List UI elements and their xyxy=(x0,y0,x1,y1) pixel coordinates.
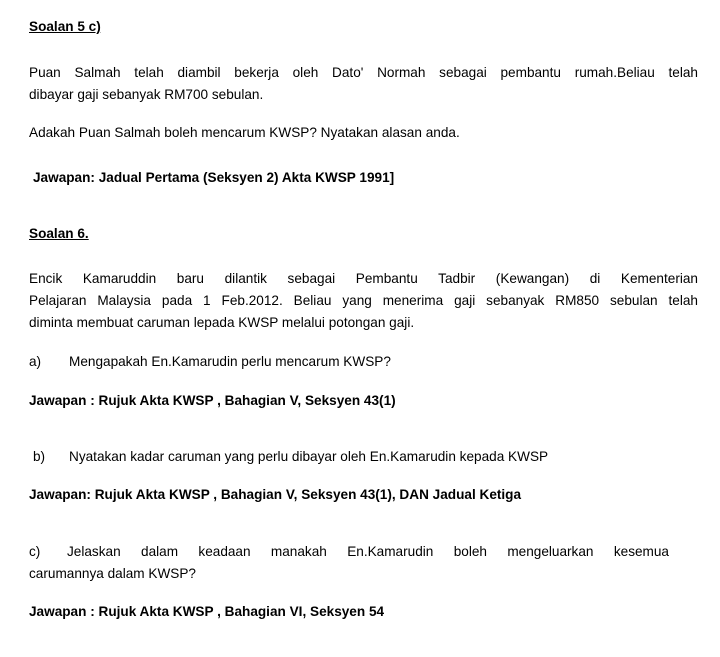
q6c-question-line-1: Jelaskan dalam keadaan manakah En.Kamarudin boleh mengeluarkan kesemua xyxy=(67,544,669,559)
q6-intro-line-2: Pelajaran Malaysia pada 1 Feb.2012. Beliau yang menerima gaji sebanyak RM850 sebulan telah xyxy=(29,293,698,308)
q6b-answer: Jawapan: Rujuk Akta KWSP , Bahagian V, Seksyen 43(1), DAN Jadual Ketiga xyxy=(29,487,522,502)
q5c-answer: Jawapan: Jadual Pertama (Seksyen 2) Akta KWSP 1991] xyxy=(33,170,395,185)
q5c-paragraph-line-1: Puan Salmah telah diambil bekerja oleh Dato' Normah sebagai pembantu rumah.Beliau telah xyxy=(29,65,698,80)
q6a-answer: Jawapan : Rujuk Akta KWSP , Bahagian V, Seksyen 43(1) xyxy=(29,393,396,408)
q6-heading: Soalan 6. xyxy=(29,226,89,241)
q6-intro-line-3: diminta membuat caruman lepada KWSP melalui potongan gaji. xyxy=(29,315,415,330)
q6c-question-line-2: carumannya dalam KWSP? xyxy=(29,566,196,581)
q5c-heading: Soalan 5 c) xyxy=(29,19,101,34)
q5c-paragraph-line-2: dibayar gaji sebanyak RM700 sebulan. xyxy=(29,87,264,102)
q6c-answer: Jawapan : Rujuk Akta KWSP , Bahagian VI, Seksyen 54 xyxy=(29,604,385,619)
q5c-question: Adakah Puan Salmah boleh mencarum KWSP? Nyatakan alasan anda. xyxy=(29,125,460,140)
q6b-label: b) xyxy=(33,449,46,464)
q6b-question: Nyatakan kadar caruman yang perlu dibayar oleh En.Kamarudin kepada KWSP xyxy=(69,449,549,464)
q6a-question: Mengapakah En.Kamarudin perlu mencarum KWSP? xyxy=(69,354,391,369)
q6a-label: a) xyxy=(29,354,42,369)
q6-intro-line-1: Encik Kamaruddin baru dilantik sebagai Pembantu Tadbir (Kewangan) di Kementerian xyxy=(29,271,698,286)
q6c-label: c) xyxy=(29,544,41,559)
